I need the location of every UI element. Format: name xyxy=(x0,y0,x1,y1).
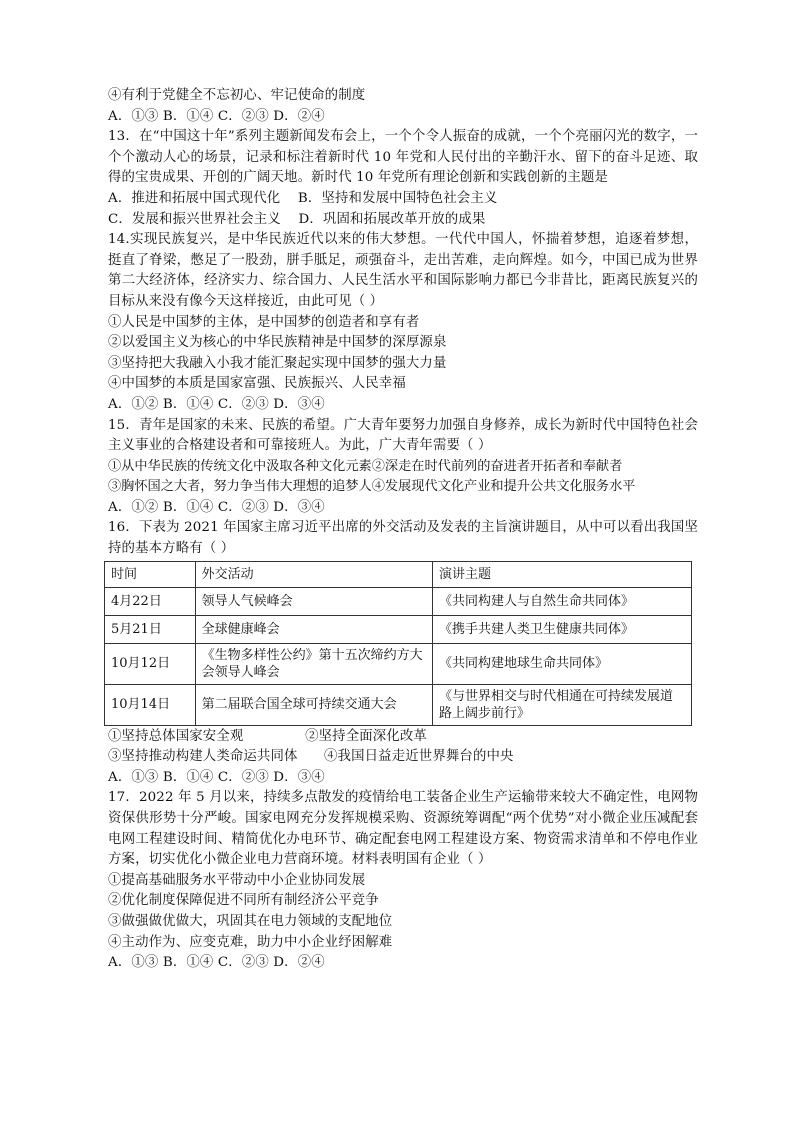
q14-stem: 14.实现民族复兴，是中华民族近代以来的伟大梦想。一代代中国人，怀揣着梦想，追逐着梦想，挺直了脊梁，憋足了一股劲，胼手胝足，顽强奋斗，走出苦难，走向辉煌。如今，中国已成为世界第二大经济体，经济实力、综合国力、人民生活水平和国际影响力都已今非昔比，距离民族复兴的目标从来没有像今天这样接近，由此可见（ ） xyxy=(108,232,698,309)
q15-stem: 15．青年是国家的未来、民族的希望。广大青年要努力加强自身修养，成长为新时代中国特色社会主义事业的合格建设者和可靠接班人。为此，广大青年需要（ ） xyxy=(108,417,698,454)
q16-diplomacy-table xyxy=(104,561,692,726)
q13-options-row1: A．推进和拓展中国式现代化 B．坚持和发展中国特色社会主义 xyxy=(108,190,498,206)
table-cell-speech: 《共同构建地球生命共同体》 xyxy=(433,643,692,684)
table-row xyxy=(105,587,692,615)
table-cell-date: 10月14日 xyxy=(105,684,196,725)
q15-items-row2: ③胸怀国之大者，努力争当伟大理想的追梦人④发展现代文化产业和提升公共文化服务水平 xyxy=(108,479,636,495)
q15-options: A．①② B．①④ C．②③ D．③④ xyxy=(108,499,325,515)
q17-options: A．①③ B．①④ C．②③ D．②④ xyxy=(108,955,325,971)
q17-item-4: ④主动作为、应变克难，助力中小企业纾困解难 xyxy=(108,934,393,950)
q14-item-1: ①人民是中国梦的主体，是中国梦的创造者和享有者 xyxy=(108,314,420,330)
table-row xyxy=(105,615,692,643)
q16-items-row2: ③坚持推动构建人类命运共同体 ④我国日益走近世界舞台的中央 xyxy=(108,749,514,765)
table-cell-date: 5月21日 xyxy=(105,615,196,643)
q13-options-row2: C．发展和振兴世界社会主义 D．巩固和拓展改革开放的成果 xyxy=(108,211,486,227)
q17-item-1: ①提高基础服务水平带动中小企业协同发展 xyxy=(108,872,366,888)
q16-items-row1: ①坚持总体国家安全观 ②坚持全面深化改革 xyxy=(108,728,427,744)
table-cell-speech: 《携手共建人类卫生健康共同体》 xyxy=(433,615,692,643)
q12-item-4: ④有利于党健全不忘初心、牢记使命的制度 xyxy=(108,88,366,103)
q14-item-3: ③坚持把大我融入小我才能汇聚起实现中国梦的强大力量 xyxy=(108,355,447,371)
q16-options: A．①③ B．①④ C．②③ D．③④ xyxy=(108,769,325,785)
table-cell-date: 4月22日 xyxy=(105,587,196,615)
table-header-cell: 时间 xyxy=(105,561,196,587)
q13-stem: 13．在“中国这十年”系列主题新闻发布会上，一个个令人振奋的成就，一个个亮丽闪光的数字，一个个激动人心的场景，记录和标注着新时代 10 年党和人民付出的辛勤汗水、留下的奋斗足迹、取得的宝贵成果、开创的广阔天地。新时代 10 年党所有理论创新和实践创新的主题是 xyxy=(108,129,698,186)
table-cell-event: 第二届联合国全球可持续交通大会 xyxy=(195,684,432,725)
table-cell-date: 10月12日 xyxy=(105,643,196,684)
q12-options: A．①③ B．①④ C．②③ D．②④ xyxy=(108,108,325,124)
table-header-cell: 外交活动 xyxy=(195,561,432,587)
q17-stem: 17．2022 年 5 月以来，持续多点散发的疫情给电工装备企业生产运输带来较大不确定性，电网物资保供形势十分严峻。国家电网充分发挥规模采购、资源统筹调配“两个优势”对小微企业压减配套电网工程建设时间、精简优化办电环节、确定配套电网工程建设方案、物资需求清单和不停电作业方案，切实优化小微企业电力营商环境。材料表明国有企业（ ） xyxy=(108,790,698,868)
q14-item-2: ②以爱国主义为核心的中华民族精神是中国梦的深厚源泉 xyxy=(108,335,447,351)
table-header-row xyxy=(105,561,692,587)
table-cell-event: 领导人气候峰会 xyxy=(195,587,432,615)
table-cell-event: 《生物多样性公约》第十五次缔约方大会领导人峰会 xyxy=(195,643,432,684)
table-row xyxy=(105,643,692,684)
exam-page xyxy=(108,86,698,974)
q14-options: A．①② B．①④ C．②③ D．③④ xyxy=(108,396,325,412)
q14-item-4: ④中国梦的本质是国家富强、民族振兴、人民幸福 xyxy=(108,376,406,392)
q15-items-row1: ①从中华民族的传统文化中汲取各种文化元素②深走在时代前列的奋进者开拓者和奉献者 xyxy=(108,458,623,474)
q17-item-3: ③做强做优做大，巩固其在电力领域的支配地位 xyxy=(108,914,393,929)
table-cell-event: 全球健康峰会 xyxy=(195,615,432,643)
table-cell-speech: 《与世界相交与时代相通在可持续发展道路上阔步前行》 xyxy=(433,684,692,725)
q17-item-2: ②优化制度保障促进不同所有制经济公平竞争 xyxy=(108,893,379,909)
table-row xyxy=(105,684,692,725)
table-header-cell: 演讲主题 xyxy=(433,561,692,587)
q16-stem: 16．下表为 2021 年国家主席习近平出席的外交活动及发表的主旨演讲题目，从中可以看出我国坚持的基本方略有（ ） xyxy=(108,520,698,557)
table-cell-speech: 《共同构建人与自然生命共同体》 xyxy=(433,587,692,615)
